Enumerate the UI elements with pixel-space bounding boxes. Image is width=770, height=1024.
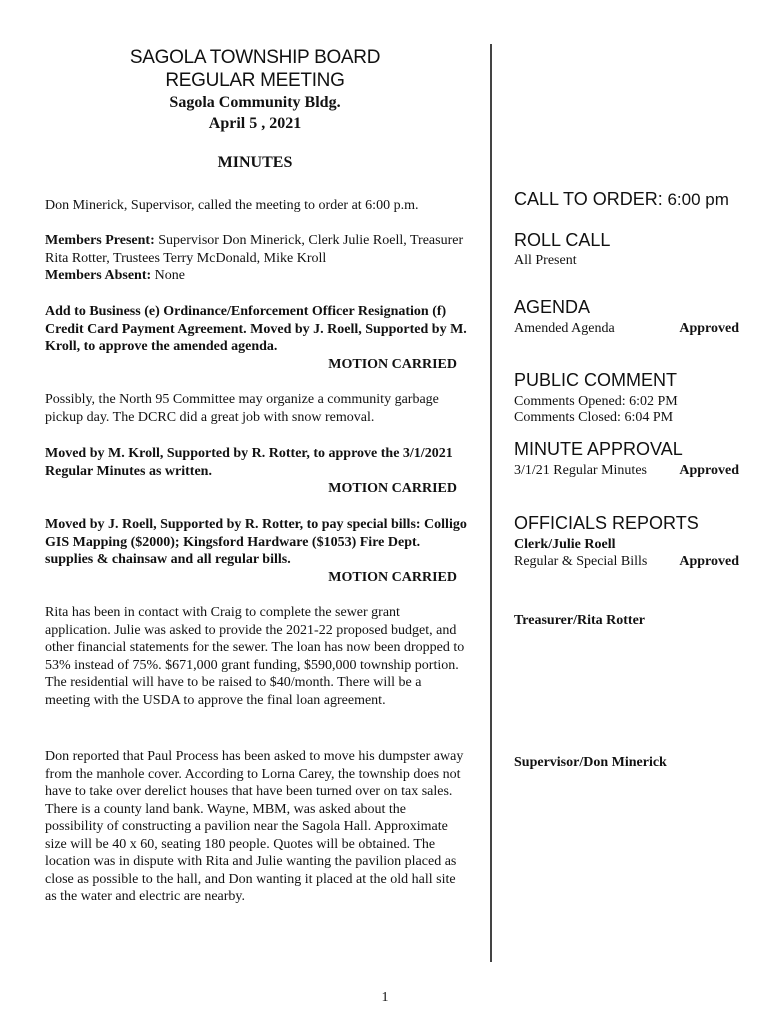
minutes-motion-section	[45, 445, 467, 498]
treasurer-report-text: Rita has been in contact with Craig to complete the sewer grant application. Julie was asked to provide the 2021-22 proposed budget, and other financial statements for the sewer. The loan has now been dropped to 53% instead of 75%. $671,000 grant funding, $590,000 township portion. The residential will have to be raised to $40/month. There will be a meeting with the USDA to approve the final loan agreement.	[45, 605, 465, 708]
agenda-text: Amended Agenda	[514, 321, 615, 336]
public-comment-heading: PUBLIC COMMENT	[514, 370, 678, 390]
motion-carried-label: MOTION CARRIED	[328, 569, 457, 585]
public-comment-text: Possibly, the North 95 Committee may organize a community garbage pickup day. The DCRC did a great job with snow removal.	[45, 392, 439, 425]
comments-closed: Comments Closed: 6:04 PM	[514, 410, 674, 425]
public-comment-section	[45, 391, 467, 426]
agenda-motion-section	[45, 303, 467, 373]
members-absent-label: Members Absent:	[45, 268, 152, 283]
motion-carried-label: MOTION CARRIED	[328, 481, 457, 496]
supervisor-report-text: Don reported that Paul Process has been asked to move his dumpster away from the manhole cover. According to Lorna Carey, the township does not have to take over derelict houses that have been turned over on tax sales. There is a county land bank. Wayne, MBM, was asked about the possibility of constructing a pavilion near the Sagola Hall. Approximate size will be 40 x 60, seating 180 people. Quotes will be obtained. The location was in dispute with Rita and Julie wanting the pavilion placed as close as possible to the hall, and Don wanting it placed at the old hall site as the water and electric are nearby.	[45, 749, 464, 904]
meeting-date: April 5 , 2021	[208, 115, 302, 132]
call-to-order-text	[45, 197, 467, 215]
bills-motion-text: Moved by J. Roell, Supported by R. Rotter, to pay special bills: Colligo GIS Mapping ($2000); Kingsford Hardware ($1053) Fire Dept. supplies & chainsaw and all regular bills.	[45, 517, 467, 567]
clerk-row	[514, 553, 739, 570]
motion-carried-label: MOTION CARRIED	[328, 356, 457, 372]
clerk-text: Regular & Special Bills	[514, 554, 648, 569]
document-header	[45, 46, 465, 134]
minute-approval-row	[514, 462, 739, 479]
roll-call-text: All Present	[514, 253, 577, 268]
roll-call-heading: ROLL CALL	[514, 230, 611, 250]
members-section	[45, 232, 467, 285]
officials-reports-heading: OFFICIALS REPORTS	[514, 513, 699, 533]
supervisor-label: Supervisor/Don Minerick	[514, 755, 667, 770]
clerk-label: Clerk/Julie Roell	[514, 537, 616, 552]
bills-motion-section	[45, 516, 467, 586]
minute-approval-approved: Approved	[679, 463, 739, 478]
call-to-order-heading	[514, 189, 729, 210]
minute-approval-text: 3/1/21 Regular Minutes	[514, 463, 647, 478]
agenda-approved: Approved	[679, 321, 739, 336]
minute-approval-heading: MINUTE APPROVAL	[514, 439, 683, 459]
agenda-motion-text: Add to Business (e) Ordinance/Enforcement Officer Resignation (f) Credit Card Payment Agreement. Moved by J. Roell, Supported by M. Kroll, to approve the amended agenda.	[45, 304, 467, 354]
comments-opened: Comments Opened: 6:02 PM	[514, 394, 678, 409]
page-number: 1	[381, 990, 389, 1005]
agenda-heading: AGENDA	[514, 297, 591, 317]
members-present-text: Supervisor Don Minerick, Clerk Julie Roell, Treasurer Rita Rotter, Trustees Terry McDonald, Mike Kroll	[45, 233, 464, 266]
treasurer-report-section	[45, 604, 467, 709]
supervisor-report-section	[45, 748, 467, 906]
members-present-paragraph	[45, 232, 467, 267]
agenda-row	[514, 320, 739, 337]
column-divider	[490, 44, 492, 962]
minutes-heading: MINUTES	[217, 154, 293, 171]
clerk-approved: Approved	[679, 554, 739, 569]
members-absent-paragraph	[45, 267, 467, 285]
minutes-motion-text: Moved by M. Kroll, Supported by R. Rotter, to approve the 3/1/2021 Regular Minutes as written.	[45, 446, 453, 479]
call-to-order-paragraph: Don Minerick, Supervisor, called the meeting to order at 6:00 p.m.	[45, 198, 419, 213]
treasurer-label: Treasurer/Rita Rotter	[514, 613, 646, 628]
call-to-order-label: CALL TO ORDER:	[514, 189, 663, 209]
title-line-1: SAGOLA TOWNSHIP BOARD	[129, 47, 381, 68]
members-present-label: Members Present:	[45, 233, 155, 248]
meeting-location: Sagola Community Bldg.	[169, 94, 341, 111]
members-absent-text: None	[151, 268, 185, 283]
call-to-order-time: 6:00 pm	[662, 190, 729, 209]
title-line-2: REGULAR MEETING	[165, 70, 345, 91]
